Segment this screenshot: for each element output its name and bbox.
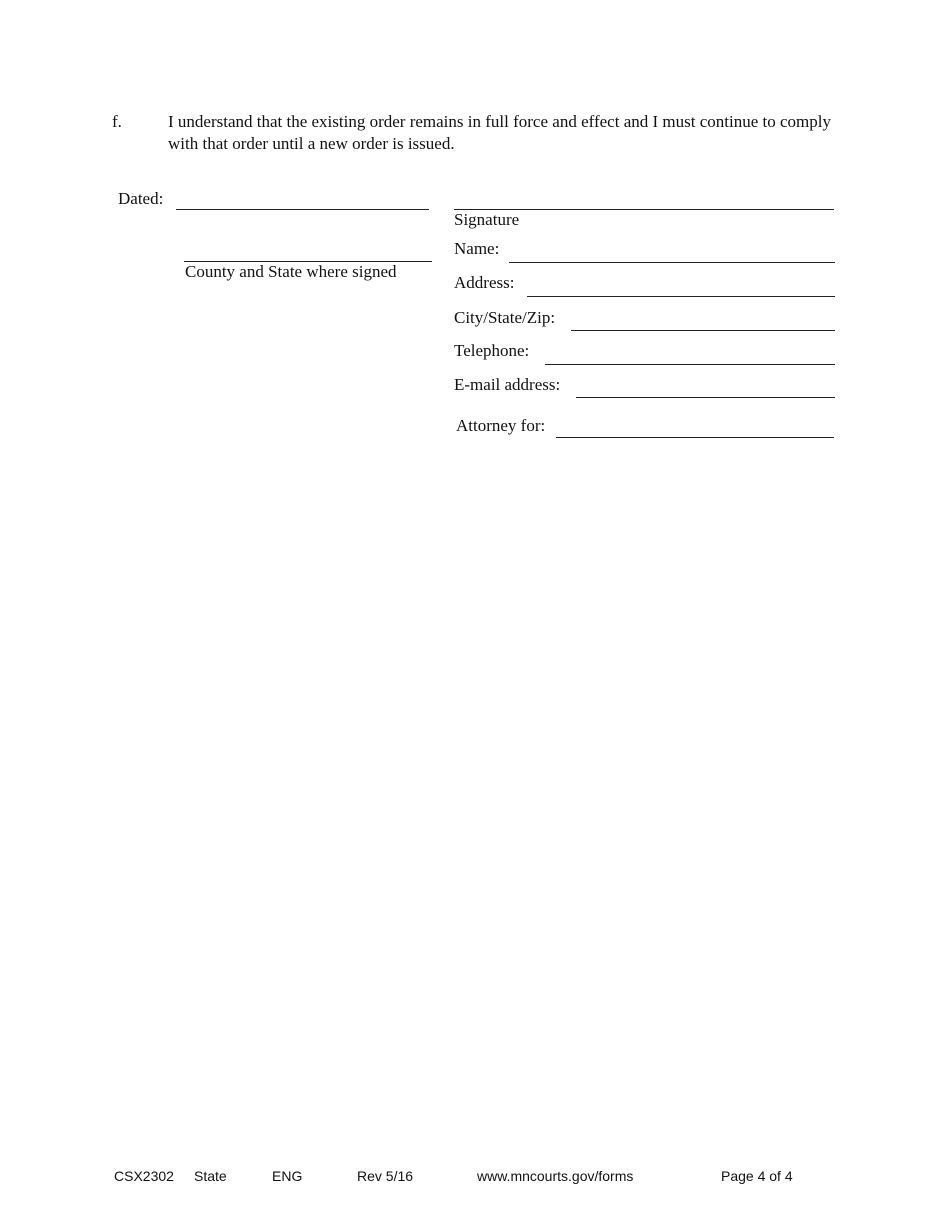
telephone-field[interactable] bbox=[545, 364, 835, 365]
name-field[interactable] bbox=[509, 262, 835, 263]
signature-label: Signature bbox=[454, 210, 520, 229]
footer-website: www.mncourts.gov/forms bbox=[477, 1168, 634, 1184]
name-label: Name: bbox=[454, 239, 500, 258]
footer-jurisdiction: State bbox=[194, 1168, 227, 1184]
footer-form-number: CSX2302 bbox=[114, 1168, 174, 1184]
footer-page-number: Page 4 of 4 bbox=[721, 1168, 793, 1184]
footer-language: ENG bbox=[272, 1168, 303, 1184]
county-state-label: County and State where signed bbox=[185, 262, 397, 281]
dated-field[interactable] bbox=[176, 209, 429, 210]
attorney-for-label: Attorney for: bbox=[456, 416, 546, 435]
email-field[interactable] bbox=[576, 397, 835, 398]
telephone-label: Telephone: bbox=[454, 341, 530, 360]
item-letter: f. bbox=[112, 112, 122, 131]
address-label: Address: bbox=[454, 273, 515, 292]
item-text: I understand that the existing order remains in full force and effect and I must continue to comply with that order until a new order is issued. bbox=[168, 112, 831, 153]
footer-revision: Rev 5/16 bbox=[357, 1168, 414, 1184]
city-state-zip-field[interactable] bbox=[571, 330, 835, 331]
city-state-zip-label: City/State/Zip: bbox=[454, 308, 556, 327]
attorney-for-field[interactable] bbox=[556, 437, 834, 438]
address-field[interactable] bbox=[527, 296, 835, 297]
dated-label: Dated: bbox=[118, 189, 164, 208]
email-label: E-mail address: bbox=[454, 375, 561, 394]
